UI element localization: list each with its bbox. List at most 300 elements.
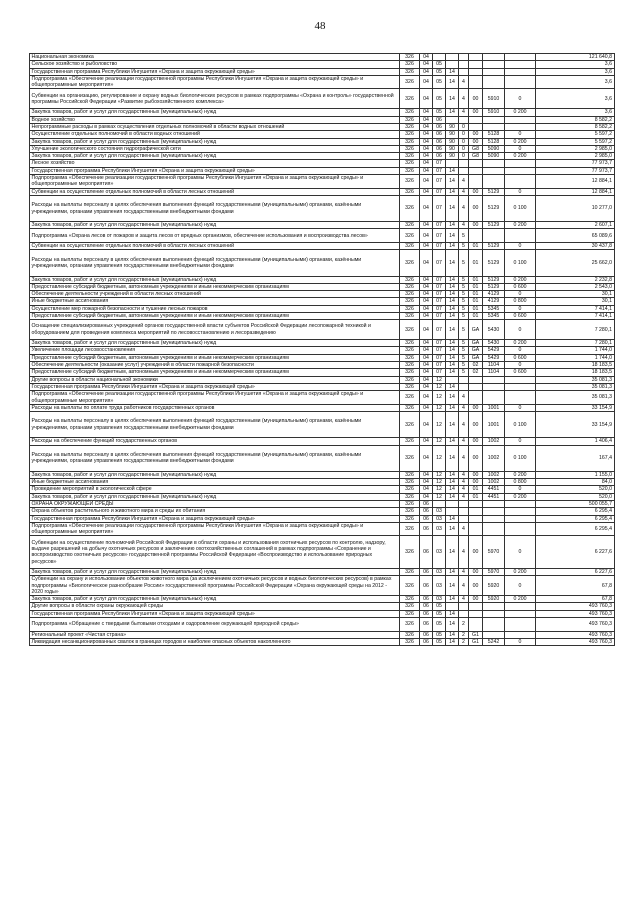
row-direction: 5970 [483,568,505,575]
row-program: 14 [446,68,459,75]
table-row [30,138,615,145]
row-direction: 5128 [483,131,505,138]
row-program: 14 [446,493,459,500]
row-name: Государственная программа Республики Ингушетия «Охрана и защита окружающей среды» [30,167,400,174]
row-subsection: 07 [433,276,446,283]
row-expense-type [505,391,536,405]
row-amount: 2 985,0 [536,153,615,160]
row-program: 14 [446,610,459,617]
row-name: Государственная программа Республики Ингушетия «Охрана и защита окружающей среды» [30,515,400,522]
row-expense-type: 0 [505,404,536,411]
row-amount: 167,4 [536,445,615,471]
row-program [446,61,459,68]
row-subprogram: 0 [459,145,469,152]
row-direction: 5345 [483,312,505,319]
row-expense-type [505,229,536,243]
row-name: Субвенции на организацию, регулирование и охрану водных биологических ресурсов в рамках подпрограммы «Охрана и контроль» государственной программы Российской Федерации «Развитие рыбохозяйственного комплекса» [30,89,400,109]
table-row [30,340,615,347]
row-main-event: 00 [469,89,483,109]
row-subsection: 12 [433,412,446,438]
row-subsection: 03 [433,536,446,569]
row-subsection: 07 [433,362,446,369]
row-program: 14 [446,362,459,369]
row-section: 04 [420,89,433,109]
row-subprogram [459,116,469,123]
row-amount: 2 607,1 [536,222,615,229]
row-gov-code: 326 [400,305,420,312]
row-subprogram [459,515,469,522]
table-row [30,603,615,610]
row-expense-type: 0 [505,362,536,369]
row-main-event: 01 [469,493,483,500]
row-section: 04 [420,383,433,390]
row-main-event: GA [469,347,483,354]
row-name: Государственная программа Республики Ингушетия «Охрана и защита окружающей среды» [30,383,400,390]
row-subprogram: 0 [459,153,469,160]
table-row [30,576,615,596]
row-main-event: 01 [469,305,483,312]
row-main-event [469,167,483,174]
row-subsection: 06 [433,123,446,130]
row-subprogram: 0 [459,123,469,130]
row-subsection: 07 [433,229,446,243]
row-direction: 4129 [483,291,505,298]
row-program: 14 [446,283,459,290]
row-section: 04 [420,445,433,471]
row-name: Иные бюджетные ассигнования [30,479,400,486]
row-program: 14 [446,340,459,347]
row-subsection: 07 [433,354,446,361]
row-expense-type: 0 200 [505,138,536,145]
row-main-event: G1 [469,638,483,645]
table-row [30,68,615,75]
table-row [30,471,615,478]
row-main-event [469,229,483,243]
row-program: 14 [446,596,459,603]
row-main-event: 00 [469,438,483,445]
row-main-event: GA [469,320,483,340]
row-direction [483,61,505,68]
row-expense-type: 0 600 [505,312,536,319]
row-program: 14 [446,229,459,243]
row-gov-code: 326 [400,610,420,617]
row-section: 06 [420,508,433,515]
row-section: 04 [420,75,433,89]
row-section: 04 [420,354,433,361]
row-amount: 18 183,5 [536,369,615,376]
row-direction [483,376,505,383]
row-gov-code: 326 [400,188,420,195]
row-main-event [469,522,483,536]
row-amount: 2 232,8 [536,276,615,283]
row-program: 14 [446,222,459,229]
row-subsection: 07 [433,298,446,305]
row-section: 04 [420,376,433,383]
table-row [30,153,615,160]
row-expense-type: 0 600 [505,354,536,361]
row-expense-type: 0 100 [505,195,536,221]
row-amount: 5 597,2 [536,131,615,138]
row-program: 14 [446,568,459,575]
table-row [30,596,615,603]
row-subprogram: 0 [459,138,469,145]
row-amount: 84,0 [536,479,615,486]
row-section: 04 [420,153,433,160]
row-gov-code: 326 [400,522,420,536]
table-row [30,383,615,390]
row-amount: 8 582,2 [536,116,615,123]
row-program: 90 [446,131,459,138]
row-program: 14 [446,276,459,283]
row-section: 04 [420,229,433,243]
budget-table-body [30,54,615,646]
row-main-event: 00 [469,404,483,411]
row-gov-code: 326 [400,54,420,61]
row-subprogram: 4 [459,479,469,486]
row-subsection: 07 [433,195,446,221]
row-section: 04 [420,123,433,130]
row-direction [483,522,505,536]
row-section: 04 [420,276,433,283]
row-gov-code: 326 [400,515,420,522]
row-direction: 4451 [483,486,505,493]
row-section: 04 [420,312,433,319]
row-subsection: 07 [433,347,446,354]
row-main-event: 01 [469,298,483,305]
row-gov-code: 326 [400,61,420,68]
row-expense-type: 0 200 [505,109,536,116]
table-row [30,195,615,221]
row-section: 04 [420,175,433,189]
row-program: 14 [446,479,459,486]
row-program: 14 [446,412,459,438]
row-gov-code: 326 [400,603,420,610]
row-subprogram [459,508,469,515]
table-row [30,222,615,229]
row-subsection: 12 [433,486,446,493]
row-subsection: 06 [433,131,446,138]
row-amount: 35 081,3 [536,391,615,405]
row-amount: 493 760,3 [536,610,615,617]
row-subsection: 07 [433,250,446,276]
row-amount: 77 973,7 [536,167,615,174]
row-direction: 5910 [483,89,505,109]
row-program: 14 [446,471,459,478]
row-subsection: 03 [433,508,446,515]
row-amount: 30,1 [536,291,615,298]
row-section: 04 [420,391,433,405]
row-expense-type [505,508,536,515]
row-gov-code: 326 [400,391,420,405]
row-main-event: 02 [469,362,483,369]
row-gov-code: 326 [400,362,420,369]
row-subsection: 05 [433,75,446,89]
row-subsection: 07 [433,312,446,319]
table-row [30,536,615,569]
row-gov-code: 326 [400,631,420,638]
row-subprogram: 4 [459,188,469,195]
table-row [30,479,615,486]
row-subprogram: 5 [459,291,469,298]
row-gov-code: 326 [400,618,420,632]
row-expense-type [505,61,536,68]
row-subsection: 07 [433,175,446,189]
row-name: Другие вопросы в области охраны окружающей среды [30,603,400,610]
row-section: 04 [420,438,433,445]
row-subsection: 12 [433,479,446,486]
row-subprogram: 4 [459,438,469,445]
row-section: 04 [420,362,433,369]
row-expense-type: 0 200 [505,222,536,229]
row-main-event: 00 [469,109,483,116]
row-amount: 7 280,1 [536,320,615,340]
row-amount: 25 662,0 [536,250,615,276]
row-direction [483,75,505,89]
table-row [30,486,615,493]
row-subsection: 12 [433,438,446,445]
row-subprogram: 4 [459,486,469,493]
row-subsection: 07 [433,243,446,250]
row-subsection: 05 [433,61,446,68]
row-gov-code: 326 [400,471,420,478]
row-main-event [469,75,483,89]
table-row [30,412,615,438]
row-section: 06 [420,603,433,610]
row-expense-type: 0 200 [505,596,536,603]
row-direction [483,54,505,61]
row-expense-type: 0 [505,243,536,250]
row-subsection: 07 [433,283,446,290]
row-subsection: 12 [433,471,446,478]
row-section: 06 [420,576,433,596]
row-expense-type: 0 [505,536,536,569]
row-subprogram: 2 [459,638,469,645]
row-subsection: 07 [433,188,446,195]
row-section: 04 [420,68,433,75]
row-subprogram: 2 [459,618,469,632]
row-name: Подпрограмма «Обеспечение реализации государственной программы Республики Ингушетия «Охрана и защита окружающей среды» и общепрограммные мероприятия» [30,175,400,189]
row-program: 14 [446,291,459,298]
row-expense-type [505,383,536,390]
row-program: 14 [446,631,459,638]
row-subprogram: 5 [459,250,469,276]
row-subsection: 03 [433,576,446,596]
table-row [30,354,615,361]
row-direction [483,515,505,522]
row-name: Предоставление субсидий бюджетным, автономным учреждениям и иным некоммерческим организациям [30,369,400,376]
table-row [30,188,615,195]
table-row [30,445,615,471]
row-gov-code: 326 [400,320,420,340]
row-gov-code: 326 [400,131,420,138]
row-program: 14 [446,250,459,276]
row-name: Региональный проект «Чистая страна» [30,631,400,638]
row-expense-type: 0 200 [505,493,536,500]
row-gov-code: 326 [400,479,420,486]
row-name: Субвенции на осуществление отдельных полномочий в области лесных отношений [30,188,400,195]
table-row [30,175,615,189]
row-direction: 5128 [483,138,505,145]
row-name: Подпрограмма «Обеспечение реализации государственной программы Республики Ингушетия «Охрана и защита окружающей среды» и общепрограммные мероприятия» [30,391,400,405]
row-gov-code: 326 [400,445,420,471]
row-expense-type [505,522,536,536]
row-gov-code: 326 [400,160,420,167]
row-amount: 2 985,0 [536,145,615,152]
table-row [30,438,615,445]
row-main-event: 00 [469,576,483,596]
row-name: Расходы на выплаты по оплате труда работников государственных органов [30,404,400,411]
row-subprogram: 4 [459,493,469,500]
row-program: 14 [446,167,459,174]
row-gov-code: 326 [400,243,420,250]
row-name: Ликвидация несанкционированных свалок в границах городов и наиболее опасных объектов накопленного [30,638,400,645]
row-main-event [469,618,483,632]
row-subsection: 03 [433,596,446,603]
row-gov-code: 326 [400,68,420,75]
row-name: Подпрограмма «Обеспечение реализации государственной программы Республики Ингушетия «Охрана и защита окружающей среды» и общепрограммные мероприятия» [30,522,400,536]
row-name: Закупка товаров, работ и услуг для государственных (муниципальных) нужд [30,493,400,500]
row-expense-type [505,175,536,189]
row-direction: 4451 [483,493,505,500]
row-expense-type [505,501,536,508]
row-subprogram: 5 [459,354,469,361]
row-program [446,508,459,515]
row-main-event [469,61,483,68]
row-amount: 6 295,4 [536,508,615,515]
row-section: 04 [420,250,433,276]
row-expense-type: 0 [505,638,536,645]
table-row [30,160,615,167]
table-row [30,89,615,109]
row-direction: 1104 [483,362,505,369]
row-name: Увеличение площади лесовосстановления [30,347,400,354]
row-main-event [469,508,483,515]
row-name: Расходы на выплаты персоналу в целях обеспечения выполнения функций государственными (муниципальными) органами, казёнными учреждениями, органами управления государственными внебюджетными фондами [30,195,400,221]
row-name: Лесное хозяйство [30,160,400,167]
row-main-event: 01 [469,283,483,290]
row-direction [483,167,505,174]
row-subprogram: 4 [459,391,469,405]
row-name: Обеспечение деятельности учреждений в области лесных отношений [30,291,400,298]
row-main-event: 02 [469,369,483,376]
table-row [30,515,615,522]
row-subprogram: 5 [459,347,469,354]
table-row [30,291,615,298]
row-program: 14 [446,638,459,645]
row-program: 14 [446,188,459,195]
row-direction: 5129 [483,250,505,276]
row-section: 04 [420,61,433,68]
row-direction: 5429 [483,354,505,361]
row-program: 14 [446,75,459,89]
row-section: 04 [420,347,433,354]
table-row [30,123,615,130]
row-direction: 4129 [483,298,505,305]
row-amount: 67,8 [536,596,615,603]
row-subprogram: 5 [459,320,469,340]
row-main-event: 00 [469,568,483,575]
row-main-event [469,68,483,75]
row-gov-code: 326 [400,312,420,319]
row-direction: 5345 [483,305,505,312]
row-subsection [433,54,446,61]
row-name: Предоставление субсидий бюджетным, автономным учреждениям и иным некоммерческим организациям [30,312,400,319]
row-subsection: 07 [433,291,446,298]
row-section: 04 [420,412,433,438]
row-amount: 6 295,4 [536,515,615,522]
row-section: 04 [420,283,433,290]
row-expense-type: 0 100 [505,445,536,471]
row-name: Закупка товаров, работ и услуг для государственных (муниципальных) нужд [30,471,400,478]
row-program: 14 [446,515,459,522]
row-expense-type [505,515,536,522]
row-name: Подпрограмма «Обращение с твердыми бытовыми отходами и оздоровление окружающей природной среды» [30,618,400,632]
row-amount: 3,6 [536,61,615,68]
table-row [30,305,615,312]
row-subsection: 07 [433,167,446,174]
row-main-event: 00 [469,445,483,471]
row-direction [483,123,505,130]
row-direction: 5129 [483,188,505,195]
row-subsection: 12 [433,376,446,383]
row-section: 04 [420,109,433,116]
row-program: 14 [446,320,459,340]
row-gov-code: 326 [400,298,420,305]
row-main-event [469,123,483,130]
table-row [30,631,615,638]
table-row [30,61,615,68]
table-row [30,145,615,152]
row-amount: 6 227,6 [536,568,615,575]
row-section: 06 [420,568,433,575]
row-gov-code: 326 [400,145,420,152]
row-main-event: 01 [469,276,483,283]
row-name: Подпрограмма «Охрана лесов от пожаров и защита лесов от вредных организмов, обеспечение использования и воспроизводства лесов» [30,229,400,243]
row-main-event [469,391,483,405]
row-main-event: 00 [469,536,483,569]
row-gov-code: 326 [400,291,420,298]
row-amount: 6 295,4 [536,522,615,536]
row-gov-code: 326 [400,167,420,174]
row-section: 04 [420,305,433,312]
row-direction [483,603,505,610]
row-expense-type: 0 [505,188,536,195]
row-amount: 1 744,0 [536,354,615,361]
row-section: 04 [420,195,433,221]
row-subsection: 07 [433,305,446,312]
row-amount: 3,6 [536,89,615,109]
row-direction: 5910 [483,109,505,116]
row-name: Закупка товаров, работ и услуг для государственных (муниципальных) нужд [30,222,400,229]
row-name: Сельское хозяйство и рыболовство [30,61,400,68]
row-name: Расходы на выплаты персоналу в целях обеспечения выполнения функций государственными (муниципальными) органами, казёнными учреждениями, органами управления государственными внебюджетными фондами [30,445,400,471]
row-gov-code: 326 [400,222,420,229]
row-section: 06 [420,638,433,645]
row-subprogram: 5 [459,312,469,319]
row-direction: 1002 [483,438,505,445]
row-name: ОХРАНА ОКРУЖАЮЩЕЙ СРЕДЫ [30,501,400,508]
row-gov-code: 326 [400,596,420,603]
row-subprogram: 5 [459,229,469,243]
row-direction: 5970 [483,536,505,569]
row-gov-code: 326 [400,568,420,575]
row-section: 06 [420,515,433,522]
row-amount: 1 406,4 [536,438,615,445]
row-subprogram: 4 [459,576,469,596]
row-subsection: 06 [433,153,446,160]
row-name: Предоставление субсидий бюджетным, автономным учреждениям и иным некоммерческим организациям [30,354,400,361]
row-expense-type: 0 200 [505,276,536,283]
